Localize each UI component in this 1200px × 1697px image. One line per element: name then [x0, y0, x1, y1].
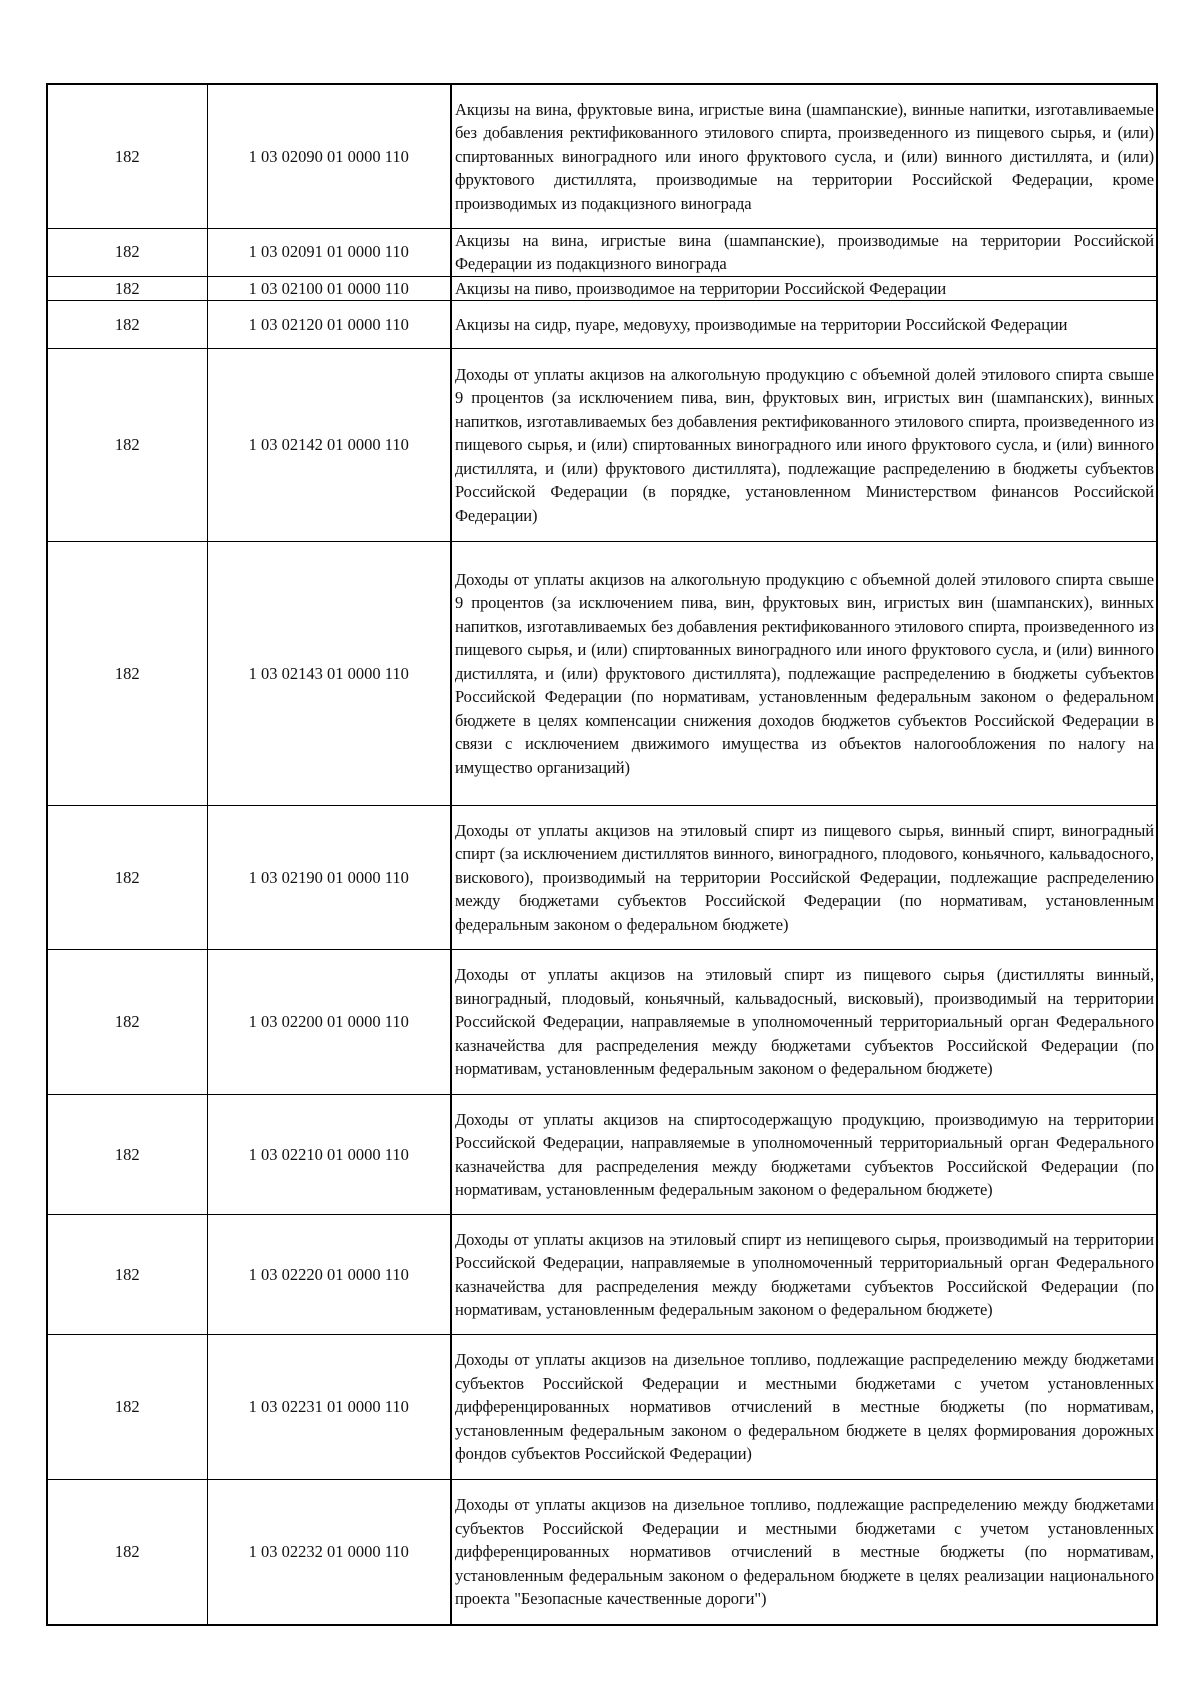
budget-code-cell: 1 03 02190 01 0000 110 — [207, 806, 451, 950]
table-row — [47, 1335, 1157, 1480]
table-row — [47, 1095, 1157, 1215]
budget-code-cell: 1 03 02143 01 0000 110 — [207, 542, 451, 806]
revenue-codes-table — [46, 83, 1158, 1626]
admin-code-cell: 182 — [47, 276, 207, 301]
table-row — [47, 228, 1157, 276]
admin-code-cell: 182 — [47, 1335, 207, 1480]
budget-code-cell: 1 03 02091 01 0000 110 — [207, 228, 451, 276]
budget-code-cell: 1 03 02220 01 0000 110 — [207, 1215, 451, 1335]
table-row — [47, 950, 1157, 1095]
admin-code-cell: 182 — [47, 301, 207, 349]
table-row — [47, 542, 1157, 806]
admin-code-cell: 182 — [47, 1215, 207, 1335]
admin-code-cell: 182 — [47, 1095, 207, 1215]
budget-code-cell: 1 03 02090 01 0000 110 — [207, 84, 451, 228]
admin-code-cell: 182 — [47, 1480, 207, 1625]
description-cell: Доходы от уплаты акцизов на спиртосодержащую продукцию, производимую на территории Российской Федерации, направляемые в уполномоченный территориальный орган Федерального казначейства для распределения между бюджетами субъектов Российской Федерации (по нормативам, установленным федеральным законом о федеральном бюджете) — [451, 1095, 1157, 1215]
description-cell: Доходы от уплаты акцизов на этиловый спирт из пищевого сырья, винный спирт, виноградный спирт (за исключением дистиллятов винного, виноградного, плодового, коньячного, кальвадосного, вискового), производимый на территории Российской Федерации, подлежащие распределению между бюджетами субъектов Российской Федерации (по нормативам, установленным федеральным законом о федеральном бюджете) — [451, 806, 1157, 950]
description-cell: Акцизы на вина, игристые вина (шампанские), производимые на территории Российской Федерации из подакцизного винограда — [451, 228, 1157, 276]
table-row — [47, 349, 1157, 542]
table-row — [47, 1480, 1157, 1625]
budget-code-cell: 1 03 02120 01 0000 110 — [207, 301, 451, 349]
description-cell: Доходы от уплаты акцизов на этиловый спирт из пищевого сырья (дистилляты винный, виноградный, плодовый, коньячный, кальвадосный, висковый), производимый на территории Российской Федерации, направляемые в уполномоченный территориальный орган Федерального казначейства для распределения между бюджетами субъектов Российской Федерации (по нормативам, установленным федеральным законом о федеральном бюджете) — [451, 950, 1157, 1095]
admin-code-cell: 182 — [47, 950, 207, 1095]
budget-code-cell: 1 03 02200 01 0000 110 — [207, 950, 451, 1095]
table-row — [47, 276, 1157, 301]
budget-code-cell: 1 03 02232 01 0000 110 — [207, 1480, 451, 1625]
description-cell: Доходы от уплаты акцизов на алкогольную продукцию с объемной долей этилового спирта свыше 9 процентов (за исключением пива, вин, фруктовых вин, игристых вин (шампанских), винных напитков, изготавливаемых без добавления ректификованного этилового спирта, произведенного из пищевого сырья, и (или) спиртованных виноградного или иного фруктового сусла, и (или) винного дистиллята, и (или) фруктового дистиллята), подлежащие распределению в бюджеты субъектов Российской Федерации (по нормативам, установленным федеральным законом о федеральном бюджете в целях компенсации снижения доходов бюджетов субъектов Российской Федерации в связи с исключением движимого имущества из объектов налогообложения по налогу на имущество организаций) — [451, 542, 1157, 806]
budget-code-cell: 1 03 02210 01 0000 110 — [207, 1095, 451, 1215]
admin-code-cell: 182 — [47, 542, 207, 806]
description-cell: Доходы от уплаты акцизов на этиловый спирт из непищевого сырья, производимый на территории Российской Федерации, направляемые в уполномоченный территориальный орган Федерального казначейства для распределения между бюджетами субъектов Российской Федерации (по нормативам, установленным федеральным законом о федеральном бюджете) — [451, 1215, 1157, 1335]
description-cell: Доходы от уплаты акцизов на алкогольную продукцию с объемной долей этилового спирта свыше 9 процентов (за исключением пива, вин, фруктовых вин, игристых вин (шампанских), винных напитков, изготавливаемых без добавления ректификованного этилового спирта, произведенного из пищевого сырья, и (или) спиртованных виноградного или иного фруктового сусла, и (или) винного дистиллята, и (или) фруктового дистиллята), подлежащие распределению в бюджеты субъектов Российской Федерации (в порядке, установленном Министерством финансов Российской Федерации) — [451, 349, 1157, 542]
table-row — [47, 84, 1157, 228]
description-cell: Акцизы на вина, фруктовые вина, игристые вина (шампанские), винные напитки, изготавливаемые без добавления ректификованного этилового спирта, произведенного из пищевого сырья, и (или) спиртованных виноградного или иного фруктового сусла, и (или) винного дистиллята, и (или) фруктового дистиллята, производимые на территории Российской Федерации, кроме производимых из подакцизного винограда — [451, 84, 1157, 228]
description-cell: Акцизы на пиво, производимое на территории Российской Федерации — [451, 276, 1157, 301]
admin-code-cell: 182 — [47, 84, 207, 228]
budget-code-cell: 1 03 02100 01 0000 110 — [207, 276, 451, 301]
description-cell: Доходы от уплаты акцизов на дизельное топливо, подлежащие распределению между бюджетами субъектов Российской Федерации и местными бюджетами с учетом установленных дифференцированных нормативов отчислений в местные бюджеты (по нормативам, установленным федеральным законом о федеральном бюджете в целях формирования дорожных фондов субъектов Российской Федерации) — [451, 1335, 1157, 1480]
admin-code-cell: 182 — [47, 806, 207, 950]
budget-code-cell: 1 03 02231 01 0000 110 — [207, 1335, 451, 1480]
description-cell: Акцизы на сидр, пуаре, медовуху, производимые на территории Российской Федерации — [451, 301, 1157, 349]
table-row — [47, 301, 1157, 349]
table-row — [47, 1215, 1157, 1335]
table-row — [47, 806, 1157, 950]
document-page — [46, 83, 1156, 1626]
budget-code-cell: 1 03 02142 01 0000 110 — [207, 349, 451, 542]
admin-code-cell: 182 — [47, 228, 207, 276]
description-cell: Доходы от уплаты акцизов на дизельное топливо, подлежащие распределению между бюджетами субъектов Российской Федерации и местными бюджетами с учетом установленных дифференцированных нормативов отчислений в местные бюджеты (по нормативам, установленным федеральным законом о федеральном бюджете в целях реализации национального проекта "Безопасные качественные дороги") — [451, 1480, 1157, 1625]
admin-code-cell: 182 — [47, 349, 207, 542]
